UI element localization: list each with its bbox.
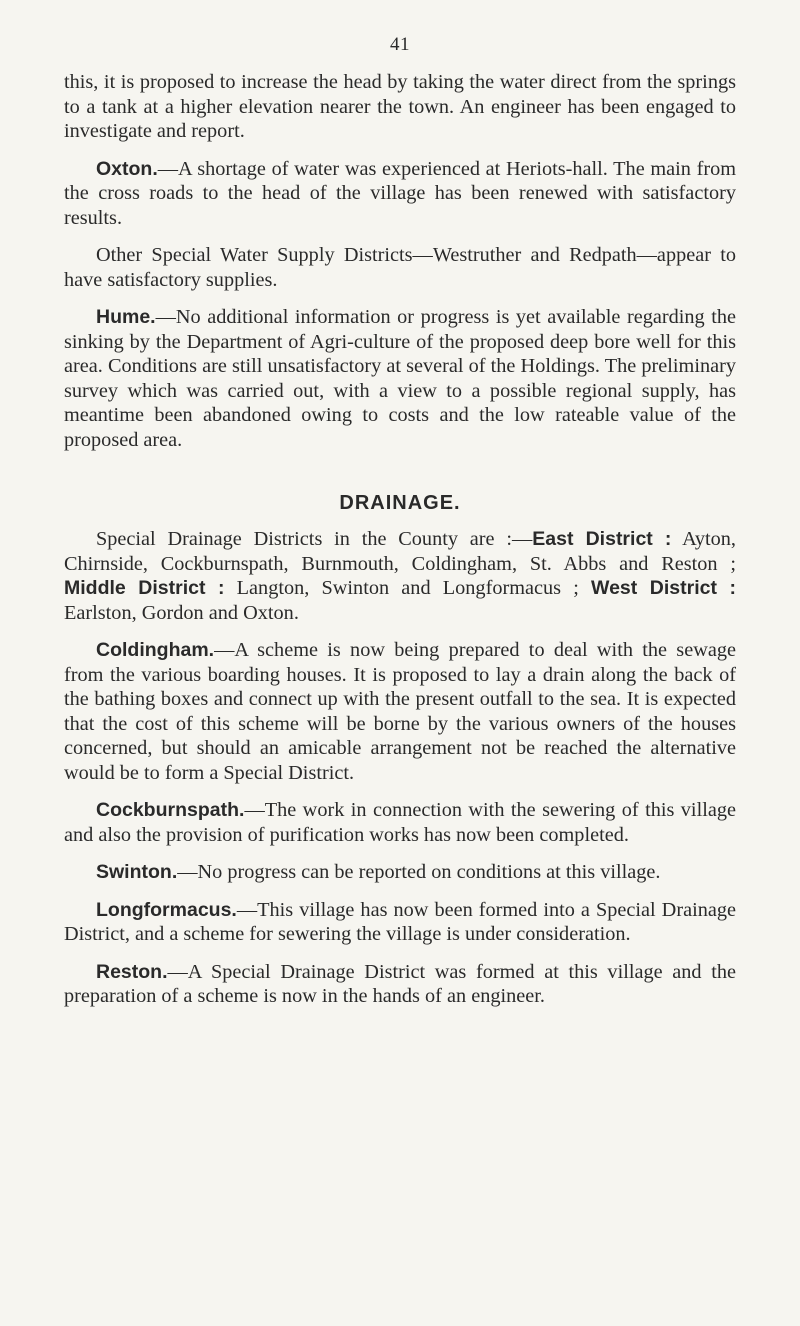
drainage-intro-text-4: Earlston, Gordon and Oxton. (64, 601, 299, 624)
page-number: 41 (390, 34, 410, 55)
oxton-text: —A shortage of water was experienced at Heriots-hall. The main from the cross roads to the head of the village has been renewed with satisfactory results. (64, 157, 736, 229)
hume-lead: Hume. (96, 306, 156, 328)
coldingham-text: —A scheme is now being prepared to deal with the sewage from the various boarding houses. It is proposed to lay a drain along the back of the bathing boxes and connect up with the present outfall to the sea. It is expected that the cost of this scheme will be borne by the various owners of the houses concerned, but should an amicable arrangement not be reached the alternative would be to form a Special District. (64, 639, 736, 784)
middle-district-label: Middle District : (64, 577, 225, 599)
cockburnspath-paragraph (64, 798, 736, 847)
reston-paragraph (64, 960, 736, 1009)
hume-paragraph (64, 305, 736, 452)
oxton-lead: Oxton. (96, 157, 158, 180)
swinton-text: —No progress can be reported on conditions at this village. (177, 861, 661, 883)
cockburnspath-text: —The work in connection with the sewering of this village and also the provision of purification works has now been completed. (64, 799, 736, 846)
drainage-intro-paragraph (64, 527, 736, 625)
hume-text: —No additional information or progress is yet available regarding the sinking by the Department of Agri-culture of the proposed deep bore well for this area. Conditions are still unsatisfactory at several of the Holdings. The preliminary survey which was carried out, with a view to a possible regional supply, has meantime been abandoned owing to costs and the low rateable value of the proposed area. (64, 306, 736, 451)
other-districts-paragraph: Other Special Water Supply Districts—Westruther and Redpath—appear to have satisfactory supplies. (64, 244, 736, 291)
longformacus-text: —This village has now been formed into a Special Drainage District, and a scheme for sewering the village is under consideration. (64, 898, 736, 945)
drainage-intro-text-1: Special Drainage Districts in the County are :— (96, 528, 533, 550)
drainage-intro-text-3: Langton, Swinton and Longformacus ; (224, 577, 592, 599)
continuation-paragraph: this, it is proposed to increase the head by taking the water direct from the springs to a tank at a higher elevation nearer the town. An engineer has been engaged to investigate and report. (64, 71, 736, 142)
swinton-lead: Swinton. (96, 861, 178, 883)
drainage-heading: DRAINAGE. (339, 492, 461, 514)
cockburnspath-lead: Cockburnspath. (96, 799, 245, 821)
longformacus-lead: Longformacus. (96, 898, 237, 921)
swinton-paragraph (64, 860, 736, 885)
reston-lead: Reston. (96, 960, 168, 983)
longformacus-paragraph (64, 898, 736, 947)
west-district-label: West District : (591, 577, 736, 599)
oxton-paragraph (64, 157, 736, 231)
coldingham-paragraph (64, 638, 736, 785)
reston-text: —A Special Drainage District was formed at this village and the preparation of a scheme is now in the hands of an engineer. (64, 960, 736, 1007)
drainage-intro-text-2: Ayton, Chirnside, Cockburnspath, Burnmouth, Coldingham, St. Abbs and Reston ; (64, 528, 737, 575)
coldingham-lead: Coldingham. (96, 639, 215, 661)
east-district-label: East District : (532, 528, 672, 550)
